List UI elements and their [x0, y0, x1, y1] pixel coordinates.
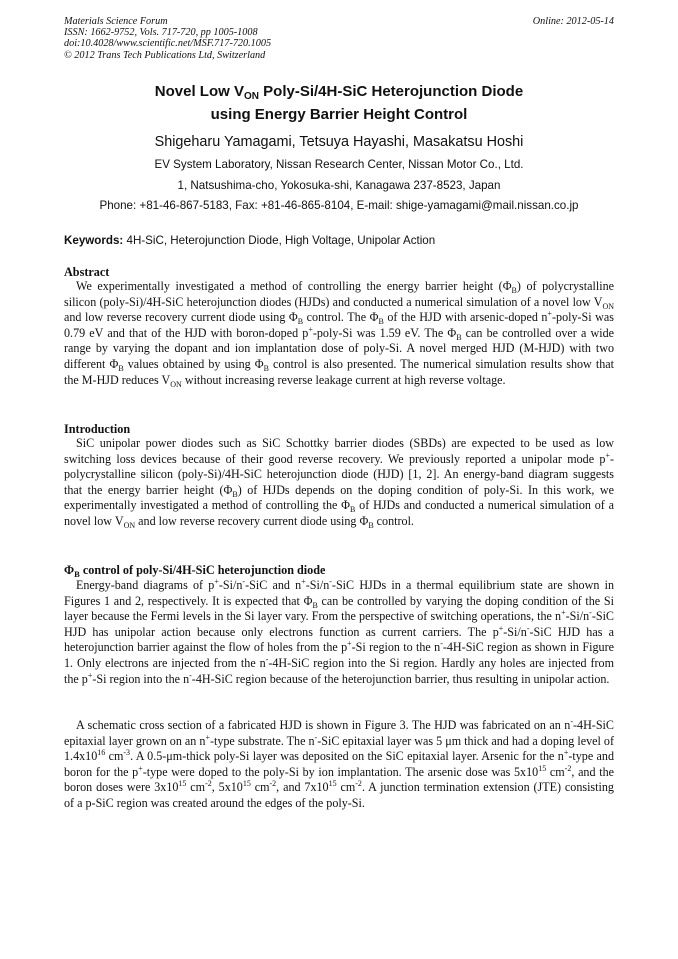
section-phib-control-heading: $\Phi_B$ control of poly-Si/4H-SiC heterojunction diode	[64, 563, 326, 579]
affiliation-line1: EV System Laboratory, Nissan Research Center, Nissan Motor Co., Ltd.	[154, 158, 524, 171]
introduction-heading: Introduction	[64, 422, 131, 436]
keywords: Keywords: 4H-SiC, Heterojunction Diode, High Voltage, Unipolar Action	[64, 234, 436, 247]
introduction-body: SiC unipolar power diodes such as SiC Schottky barrier diodes (SBDs) are expected to be used as low switching loss devices because of their good reverse recovery. We previously reported a unipolar mode p+-polycrystalline silicon (poly-Si)/4H-SiC heterojunction diode (HJD) [1, 2]. An energy-band diagram suggests that the energy barrier height $(\Phi_B)$ of HJDs depends on the doping condition of poly-Si. In this work, we experimentally investigated a method of controlling the $\Phi_B$ of HJDs and conducted a numerical simulation of a novel low $V_{ON}$ and low reverse recovery current diode using $\Phi_B$ control.	[64, 436, 614, 530]
abstract-body: We experimentally investigated a method of controlling the energy barrier height $(\Phi_B)$ of polycrystalline silicon (poly-Si)/4H-SiC heterojunction diodes (HJDs) and conducted a numerical simulation of a novel low $V_{ON}$ and low reverse recovery current diode using $\Phi_B$ control. The $\Phi_B$ of the HJD with arsenic-doped n+-poly-Si was 0.79 eV and that of the HJD with boron-doped p+-poly-Si was 1.59 eV. The $\Phi_B$ can be controlled over a wide range by varying the dopant and ion implantation dose of poly-Si. A novel merged HJD (M-HJD) with two different $\Phi_B$ values obtained by using $\Phi_B$ control is also presented. The numerical simulation results show that the M-HJD reduces $V_{ON}$ without increasing reverse leakage current at high reverse voltage.	[64, 279, 614, 389]
journal-issn: ISSN: 1662-9752, Vols. 717-720, pp 1005-1008	[64, 27, 258, 39]
paper-title-line1: Novel Low $V_{ON}$ Poly-Si/4H-SiC Heterojunction Diode	[154, 83, 524, 102]
abstract-heading: Abstract	[64, 265, 110, 279]
journal-copyright: © 2012 Trans Tech Publications Ltd, Switzerland	[64, 49, 266, 61]
paper-title-line2: using Energy Barrier Height Control	[210, 106, 468, 123]
section-phib-control-para1: Energy-band diagrams of p+-Si/n--SiC and n+-Si/n--SiC HJDs in a thermal equilibrium state are shown in Figures 1 and 2, respectively. It is expected that $\Phi_B$ can be controlled by varying the doping condition of the Si layer because the Fermi levels in the Si layer vary. From the perspective of switching operations, the n+-Si/n--SiC HJD has unipolar action because only electrons function as current carriers. The p+-Si/n--SiC HJD has a heterojunction barrier against the flow of holes from the p+-Si region to the n--4H-SiC region as shown in Figure 1. Only electrons are injected from the n--4H-SiC region into the Si region. Hardly any holes are injected from the p+-Si region into the n--4H-SiC region because of the heterojunction barrier, thus resulting in unipolar action.	[64, 577, 614, 686]
journal-name: Materials Science Forum	[64, 16, 168, 27]
online-date: Online: 2012-05-14	[532, 16, 614, 27]
affiliation-line2: 1, Natsushima-cho, Yokosuka-shi, Kanagawa 237-8523, Japan	[177, 179, 501, 192]
journal-doi[interactable]: doi:10.4028/www.scientific.net/MSF.717-720.1005	[64, 38, 272, 50]
affiliation-contact: Phone: +81-46-867-5183, Fax: +81-46-865-8104, E-mail: shige-yamagami@mail.nissan.co.jp	[99, 199, 579, 212]
section-phib-control-para2: A schematic cross section of a fabricated HJD is shown in Figure 3. The HJD was fabricated on an n--4H-SiC epitaxial layer grown on an n+-type substrate. The n--SiC epitaxial layer was 5 μm thick and had a doping level of $1.4x10^{16}$ $cm^{-3}$. A 0.5-μm-thick poly-Si layer was deposited on the SiC epitaxial layer. Arsenic for the n+-type and boron for the p+-type were doped to the poly-Si by ion implantation. The arsenic dose was $5x10^{15}$ $cm^{-2}$, and the boron doses were $3x10^{15}$ $cm^{-2}$, $5x10^{15}$ $cm^{-2}$, and $7x10^{15}$ $cm^{-2}$. A junction termination extension (JTE) consisting of a p-SiC region was created around the edges of the poly-Si.	[64, 717, 614, 810]
journal-header	[64, 16, 271, 61]
author-list: Shigeharu Yamagami, Tetsuya Hayashi, Masakatsu Hoshi	[154, 134, 524, 150]
